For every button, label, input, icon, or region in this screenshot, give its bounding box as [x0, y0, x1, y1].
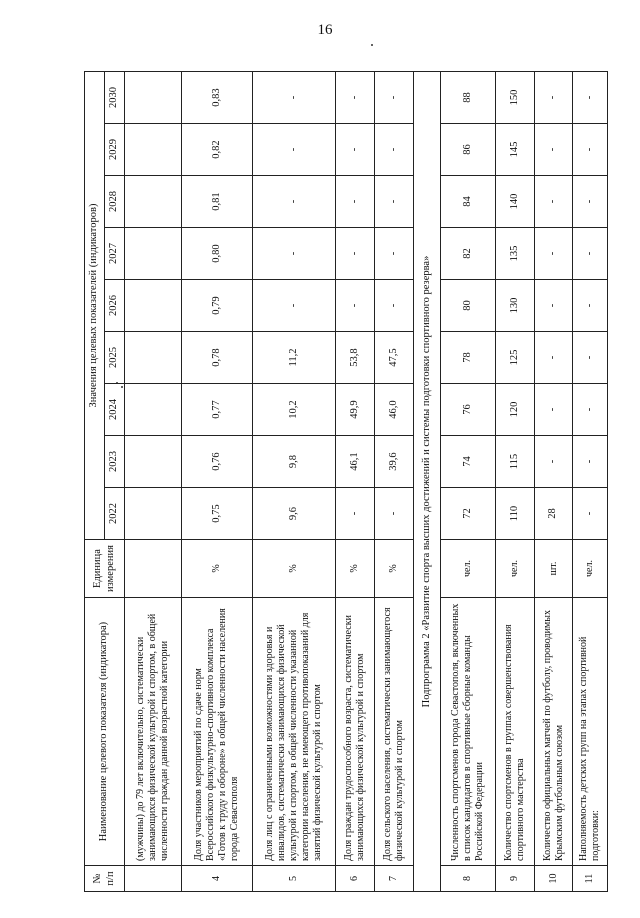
indicators-table — [84, 71, 608, 892]
row-value: - — [253, 124, 336, 176]
row-value: 88 — [441, 72, 496, 124]
table-row — [441, 72, 496, 892]
row-value — [125, 124, 182, 176]
rotated-table-wrapper — [84, 72, 608, 892]
row-name: Доля граждан трудоспособного возраста, систематически занимающихся физической культурой и спортом — [336, 598, 375, 866]
row-num: 6 — [336, 866, 375, 892]
table-row — [336, 72, 375, 892]
row-num: 9 — [496, 866, 535, 892]
row-value: - — [573, 176, 608, 228]
header-year: 2030 — [105, 72, 125, 124]
row-value: 145 — [496, 124, 535, 176]
row-value: - — [375, 176, 414, 228]
row-value: 150 — [496, 72, 535, 124]
row-value: - — [253, 176, 336, 228]
row-value: 49,9 — [336, 384, 375, 436]
row-value: 53,8 — [336, 332, 375, 384]
row-num: 11 — [573, 866, 608, 892]
row-value — [125, 72, 182, 124]
row-value: 28 — [534, 488, 573, 540]
row-value: - — [336, 72, 375, 124]
row-value: - — [573, 384, 608, 436]
table-row — [181, 72, 252, 892]
row-value: - — [336, 488, 375, 540]
row-name: Доля сельского населения, систематически занимающегося физической культурой и спортом — [375, 598, 414, 866]
row-unit: чел. — [496, 540, 535, 598]
row-value: 0,76 — [181, 436, 252, 488]
row-unit: % — [336, 540, 375, 598]
row-value: - — [534, 176, 573, 228]
row-name: Доля участников мероприятий по сдаче норм Всероссийского физкультурно-спортивного комплекса «Готов к труду и обороне» в общей численности населения города Севастополя — [181, 598, 252, 866]
row-num: 5 — [253, 866, 336, 892]
row-value: 0,77 — [181, 384, 252, 436]
row-value: - — [336, 124, 375, 176]
row-value — [125, 384, 182, 436]
row-value: - — [336, 176, 375, 228]
row-value: 115 — [496, 436, 535, 488]
row-value — [125, 488, 182, 540]
row-unit: % — [181, 540, 252, 598]
row-value: - — [573, 228, 608, 280]
row-value: 82 — [441, 228, 496, 280]
row-value: 46,1 — [336, 436, 375, 488]
header-name: Наименование целевого показателя (индикатора) — [85, 598, 125, 866]
header-unit: Единица измерения — [85, 540, 125, 598]
row-value: 135 — [496, 228, 535, 280]
row-value: 9,8 — [253, 436, 336, 488]
row-value: - — [573, 436, 608, 488]
row-value: 86 — [441, 124, 496, 176]
row-name: Количество официальных матчей по футболу, проводимых Крымским футбольным союзом — [534, 598, 573, 866]
row-value: - — [573, 488, 608, 540]
row-value: 120 — [496, 384, 535, 436]
table-row — [534, 72, 573, 892]
row-value: - — [573, 280, 608, 332]
row-value: - — [534, 228, 573, 280]
row-name: (мужчины) до 79 лет включительно, систематически занимающихся физической культурой и спортом, в общей численности граждан данной возрастной категории — [125, 598, 182, 866]
header-year: 2025 — [105, 332, 125, 384]
row-value: - — [534, 124, 573, 176]
row-value: 0,78 — [181, 332, 252, 384]
table-row — [375, 72, 414, 892]
row-value: - — [336, 280, 375, 332]
row-value: - — [534, 72, 573, 124]
row-value: 47,5 — [375, 332, 414, 384]
row-value: - — [375, 228, 414, 280]
row-value: - — [253, 72, 336, 124]
row-value: - — [253, 280, 336, 332]
row-value: 125 — [496, 332, 535, 384]
row-value: - — [375, 72, 414, 124]
row-value: - — [375, 488, 414, 540]
header-year: 2027 — [105, 228, 125, 280]
row-value: 140 — [496, 176, 535, 228]
row-value: 0,83 — [181, 72, 252, 124]
header-num: № п/п — [85, 866, 125, 892]
row-value: 74 — [441, 436, 496, 488]
row-value: - — [534, 332, 573, 384]
row-value: 0,82 — [181, 124, 252, 176]
row-value: - — [336, 228, 375, 280]
row-value: 9,6 — [253, 488, 336, 540]
header-year: 2022 — [105, 488, 125, 540]
row-num — [125, 866, 182, 892]
row-value: 46,0 — [375, 384, 414, 436]
row-unit: шт. — [534, 540, 573, 598]
row-unit: % — [375, 540, 414, 598]
row-value: - — [534, 384, 573, 436]
row-value: 0,81 — [181, 176, 252, 228]
row-unit: % — [253, 540, 336, 598]
row-value: 0,75 — [181, 488, 252, 540]
header-year: 2026 — [105, 280, 125, 332]
subprogram-row — [413, 72, 440, 892]
row-value — [125, 280, 182, 332]
row-value: 84 — [441, 176, 496, 228]
page-number: 16 — [317, 22, 333, 38]
header-year: 2024 — [105, 384, 125, 436]
row-num: 8 — [441, 866, 496, 892]
row-num: 4 — [181, 866, 252, 892]
table-row — [496, 72, 535, 892]
row-value: - — [573, 332, 608, 384]
row-value: - — [375, 124, 414, 176]
row-value: 78 — [441, 332, 496, 384]
row-value: 72 — [441, 488, 496, 540]
header-year: 2028 — [105, 176, 125, 228]
row-name: Доля лиц с ограниченными возможностями здоровья и инвалидов, систематически занимающихся физической культурой и спортом, в общей численности указанной категории населения, не имеющего противопоказаний для занятий физической культурой и спортом — [253, 598, 336, 866]
row-value: - — [375, 280, 414, 332]
row-num: 7 — [375, 866, 414, 892]
row-value: 11,2 — [253, 332, 336, 384]
header-year: 2029 — [105, 124, 125, 176]
row-value: - — [573, 72, 608, 124]
row-unit — [125, 540, 182, 598]
row-value: - — [573, 124, 608, 176]
table-row — [125, 72, 182, 892]
row-value: 76 — [441, 384, 496, 436]
row-name: Количество спортсменов в группах совершенствования спортивного мастерства — [496, 598, 535, 866]
row-value — [125, 228, 182, 280]
row-value: 80 — [441, 280, 496, 332]
row-value: 39,6 — [375, 436, 414, 488]
table-row — [253, 72, 336, 892]
row-value: - — [534, 280, 573, 332]
row-num: 10 — [534, 866, 573, 892]
row-value: 0,79 — [181, 280, 252, 332]
header-year: 2023 — [105, 436, 125, 488]
table-row — [573, 72, 608, 892]
header-row-1 — [85, 72, 105, 892]
row-unit: чел. — [573, 540, 608, 598]
header-values-group: Значения целевых показателей (индикаторов) — [85, 72, 105, 540]
row-value: - — [253, 228, 336, 280]
row-value: 0,80 — [181, 228, 252, 280]
row-name: Наполняемость детских групп на этапах спортивной подготовки: — [573, 598, 608, 866]
row-value — [125, 176, 182, 228]
subprogram-title: Подпрограмма 2 «Развитие спорта высших достижений и системы подготовки спортивного резерва» — [413, 72, 440, 892]
row-name: Численность спортсменов города Севастополя, включенных в список кандидатов в спортивные сборные команды Российской Федерации — [441, 598, 496, 866]
row-value — [125, 436, 182, 488]
row-value: 130 — [496, 280, 535, 332]
row-value: - — [534, 436, 573, 488]
row-value: 10,2 — [253, 384, 336, 436]
row-unit: чел. — [441, 540, 496, 598]
row-value: 110 — [496, 488, 535, 540]
row-value — [125, 332, 182, 384]
